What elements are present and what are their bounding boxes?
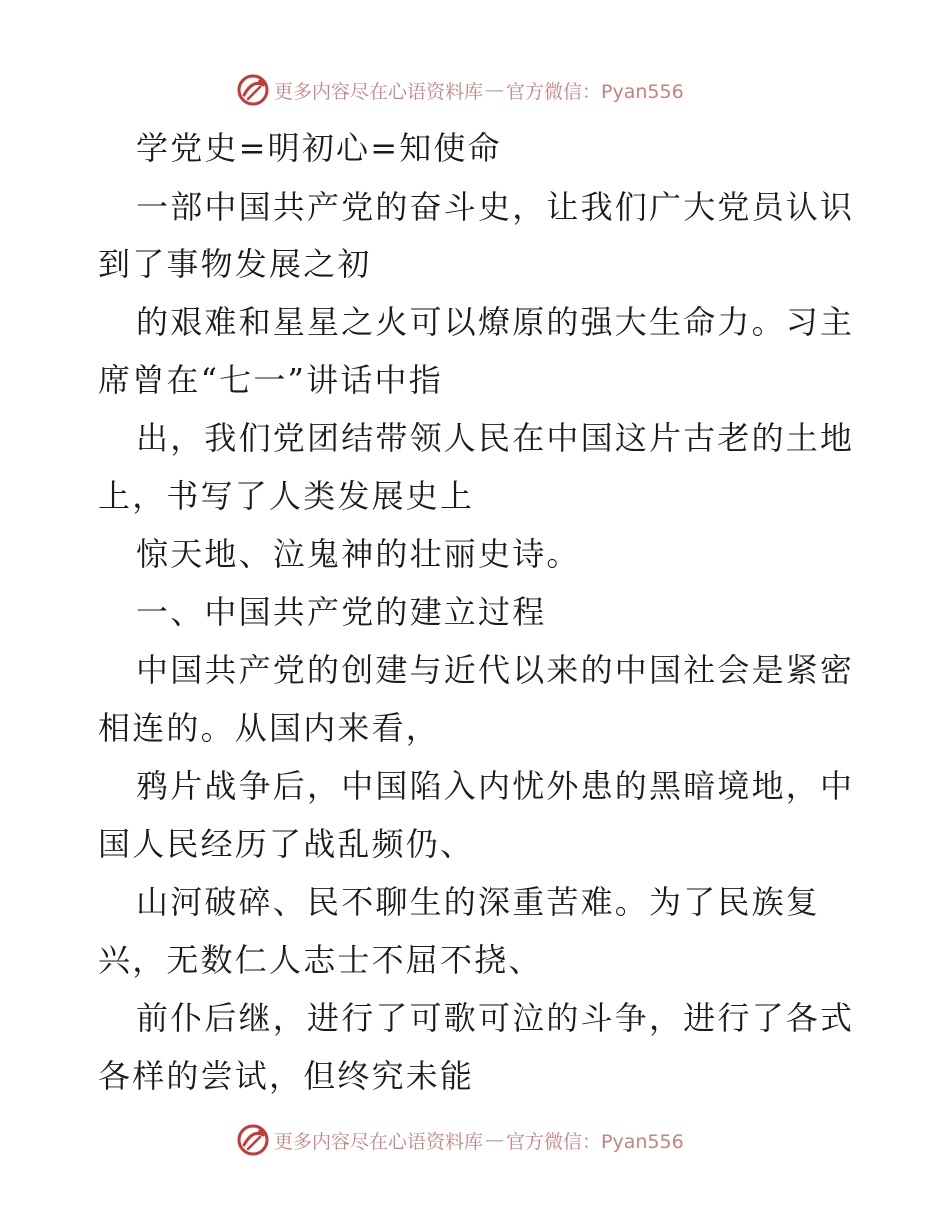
watermark-separator: — [485,79,505,101]
watermark-logo-icon [236,1123,270,1157]
watermark-contact: 官方微信：Pyan556 [506,1130,684,1153]
paragraph-line: 相连的。从国内来看， [98,709,441,747]
document-title: 学党史=明初心=知使命 [136,129,502,167]
paragraph-line: 的艰难和星星之火可以燎原的强大生命力。习主 [136,303,855,341]
paragraph-line: 前仆后继，进行了可歌可泣的斗争，进行了各式 [136,999,855,1037]
paragraph-line: 一部中国共产党的奋斗史，让我们广大党员认识 [136,188,855,226]
watermark-logo-icon [236,73,270,107]
paragraph-line: 国人民经历了战乱频仍、 [98,825,475,863]
watermark-contact: 官方微信：Pyan556 [506,80,684,103]
paragraph-line: 惊天地、泣鬼神的壮丽史诗。 [136,535,581,573]
watermark-text: 更多内容尽在心语资料库 [274,1130,484,1153]
watermark-separator: — [485,1129,505,1151]
section-heading: 一、中国共产党的建立过程 [136,593,547,631]
paragraph-line: 各样的尝试，但终究未能 [98,1057,475,1095]
paragraph-line: 到了事物发展之初 [98,245,372,283]
watermark-text: 更多内容尽在心语资料库 [274,80,484,103]
paragraph-line: 上，书写了人类发展史上 [98,477,475,515]
paragraph-line: 出，我们党团结带领人民在中国这片古老的土地 [136,419,855,457]
footer-watermark [236,1122,684,1158]
paragraph-line: 兴，无数仁人志士不屈不挠、 [98,941,543,979]
paragraph-line: 山河破碎、民不聊生的深重苦难。为了民族复 [136,883,821,921]
header-watermark [236,72,684,108]
paragraph-line: 鸦片战争后，中国陷入内忧外患的黑暗境地，中 [136,767,855,805]
paragraph-line: 中国共产党的创建与近代以来的中国社会是紧密 [136,651,855,689]
paragraph-line: 席曾在“七一”讲话中指 [98,361,443,399]
